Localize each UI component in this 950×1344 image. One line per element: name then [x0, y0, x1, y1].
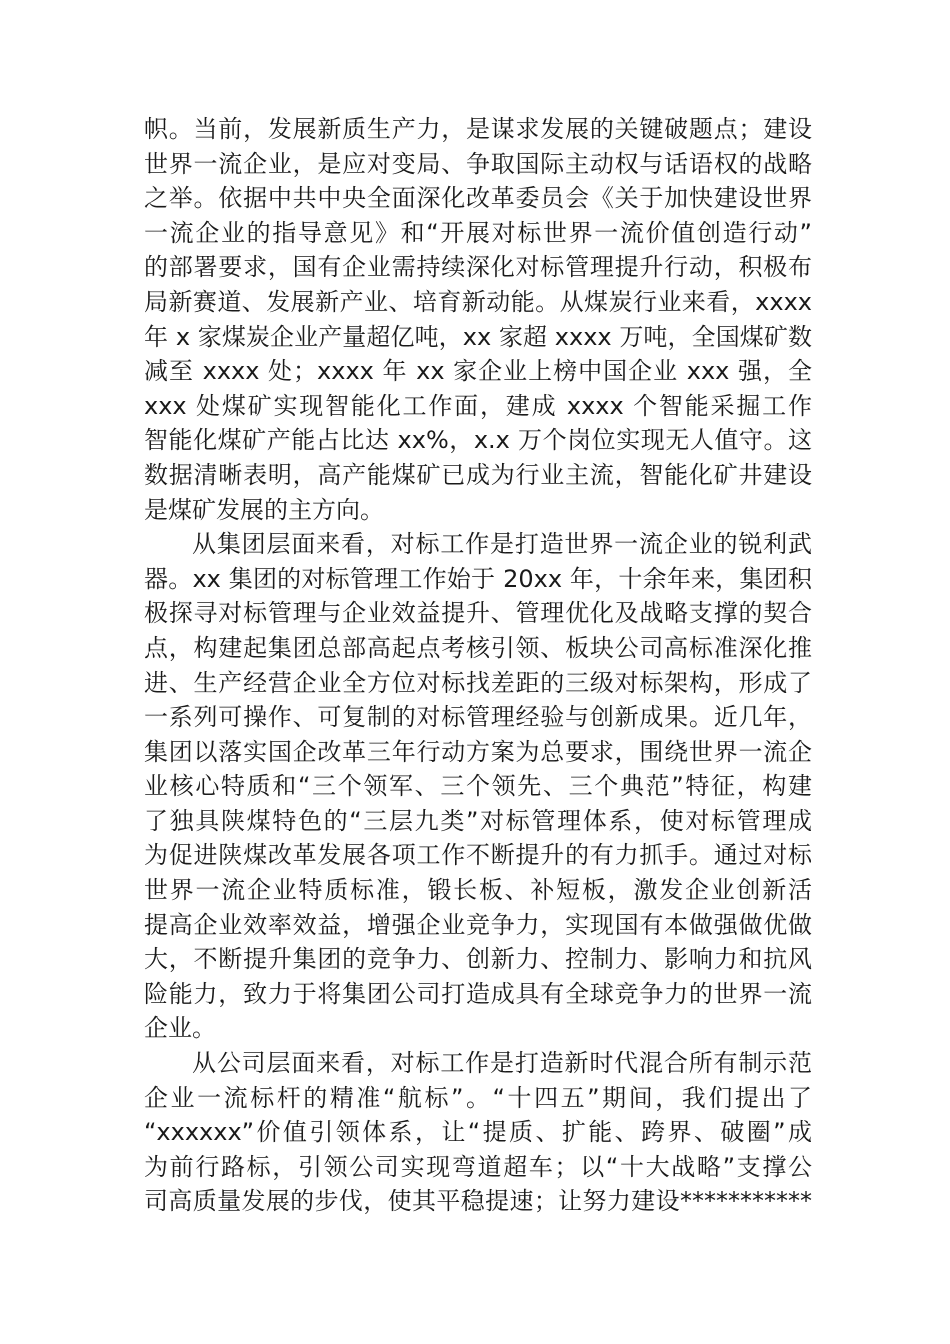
text-line: 企业。 — [144, 1014, 216, 1043]
text-line: 企业一流标杆的精准“航标”。“十四五”期间，我们提出了 — [144, 1083, 812, 1112]
text-line: 局新赛道、发展新产业、培育新动能。从煤炭行业来看，xxxx — [144, 287, 812, 316]
text-line: 进、生产经营企业全方位对标找差距的三级对标架构，形成了 — [144, 668, 812, 697]
text-line: 数据清晰表明，高产能煤矿已成为行业主流，智能化矿井建设 — [144, 460, 812, 489]
text-line: 极探寻对标管理与企业效益提升、管理优化及战略支撑的契合 — [144, 599, 812, 628]
text-line: 提高企业效率效益，增强企业竞争力，实现国有本做强做优做 — [144, 910, 812, 939]
text-line: xxx 处煤矿实现智能化工作面，建成 xxxx 个智能采掘工作 — [144, 391, 812, 420]
text-line: 是煤矿发展的主方向。 — [144, 495, 384, 524]
text-line: 器。xx 集团的对标管理工作始于 20xx 年，十余年来，集团积 — [144, 564, 812, 593]
text-line: 之举。依据中共中央全面深化改革委员会《关于加快建设世界 — [144, 184, 812, 213]
text-line: 大，不断提升集团的竞争力、创新力、控制力、影响力和抗风 — [144, 945, 812, 974]
text-line: 帜。当前，发展新质生产力，是谋求发展的关键破题点；建设 — [144, 115, 812, 143]
text-line: 一流企业的指导意见》和“开展对标世界一流价值创造行动” — [144, 218, 812, 247]
paragraph-3 — [144, 1046, 812, 1219]
text-line: 一系列可操作、可复制的对标管理经验与创新成果。近几年， — [144, 703, 812, 732]
text-line: 点，构建起集团总部高起点考核引领、板块公司高标准深化推 — [144, 633, 812, 662]
text-line: 业核心特质和“三个领军、三个领先、三个典范”特征，构建 — [144, 772, 812, 801]
text-line: 世界一流企业，是应对变局、争取国际主动权与话语权的战略 — [144, 149, 812, 178]
body-text — [144, 112, 812, 1219]
paragraph-1 — [144, 112, 812, 527]
text-line: 年 x 家煤炭企业产量超亿吨，xx 家超 xxxx 万吨，全国煤矿数 — [144, 322, 812, 351]
text-line: 为前行路标，引领公司实现弯道超车；以“十大战略”支撑公 — [144, 1152, 812, 1181]
text-line: “xxxxxx”价值引领体系，让“提质、扩能、跨界、破圈”成 — [144, 1118, 812, 1147]
text-line: 为促进陕煤改革发展各项工作不断提升的有力抓手。通过对标 — [144, 841, 812, 870]
text-line: 司高质量发展的步伐，使其平稳提速；让努力建设*********** — [144, 1187, 812, 1216]
paragraph-2 — [144, 527, 812, 1046]
text-line: 集团以落实国企改革三年行动方案为总要求，围绕世界一流企 — [144, 737, 812, 766]
text-line: 的部署要求，国有企业需持续深化对标管理提升行动，积极布 — [144, 253, 812, 282]
text-line: 智能化煤矿产能占比达 xx%，x.x 万个岗位实现无人值守。这 — [144, 426, 812, 455]
text-line: 从公司层面来看，对标工作是打造新时代混合所有制示范 — [192, 1049, 812, 1078]
text-line: 了独具陕煤特色的“三层九类”对标管理体系，使对标管理成 — [144, 806, 812, 835]
text-line: 险能力，致力于将集团公司打造成具有全球竞争力的世界一流 — [144, 979, 812, 1008]
text-line: 从集团层面来看，对标工作是打造世界一流企业的锐利武 — [192, 530, 812, 559]
text-line: 减至 xxxx 处；xxxx 年 xx 家企业上榜中国企业 xxx 强，全 — [144, 357, 812, 386]
text-line: 世界一流企业特质标准，锻长板、补短板，激发企业创新活 — [144, 876, 812, 905]
